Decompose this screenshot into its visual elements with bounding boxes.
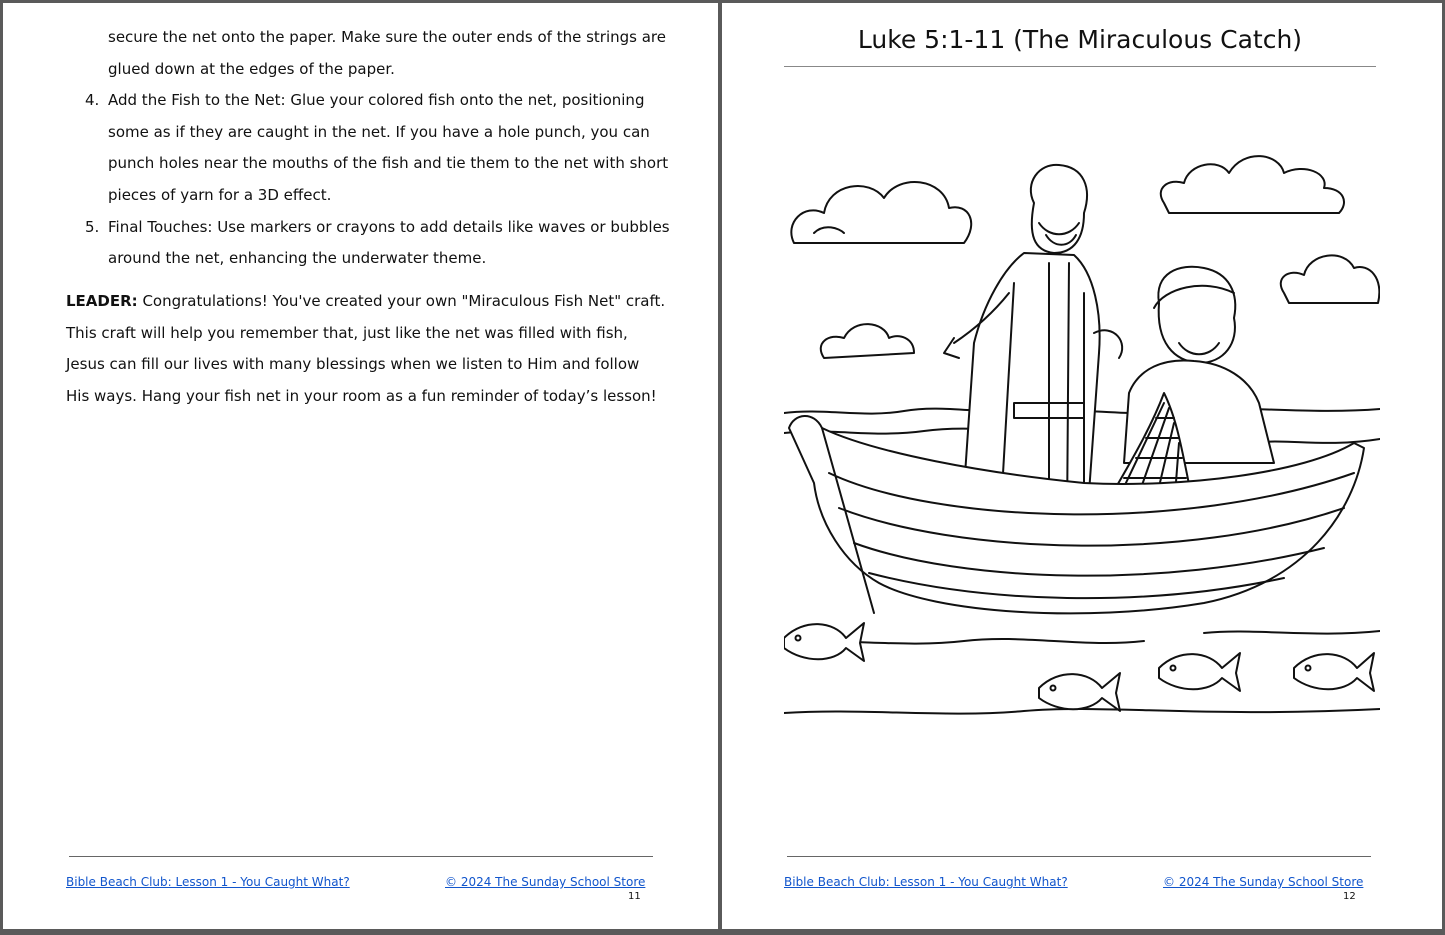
list-item xyxy=(3,85,683,211)
step-text: Add the Fish to the Net: Glue your colored fish onto the net, positioning some as if they are caught in the net. If you have a hole punch, you can punch holes near the mouths of the fish and tie them to the net with short pieces of yarn for a 3D effect. xyxy=(108,91,669,204)
fish-icon xyxy=(1159,653,1240,691)
leader-label: LEADER: xyxy=(66,292,138,310)
cloud-icon xyxy=(1281,255,1380,303)
wave-line xyxy=(1254,439,1380,443)
step-number: 5. xyxy=(85,217,100,236)
list-item-continued xyxy=(3,22,683,85)
leader-text: Congratulations! You've created your own "Miraculous Fish Net" craft. This craft will help you remember that, just like the net was filled with fish, Jesus can fill our lives with many blessings when we listen to Him and follow His ways. Hang your fish net in your room as a fun reminder of today’s lesson! xyxy=(66,292,666,405)
page-right xyxy=(722,3,1442,929)
leader-paragraph xyxy=(66,286,666,412)
page-number: 11 xyxy=(628,891,641,902)
step-text: Final Touches: Use markers or crayons to add details like waves or bubbles around the net, enhancing the underwater theme. xyxy=(108,217,670,268)
footer-rule xyxy=(69,856,653,857)
cloud-icon xyxy=(1161,156,1344,213)
page-number: 12 xyxy=(1343,891,1356,902)
footer-link-lesson[interactable]: Bible Beach Club: Lesson 1 - You Caught What? xyxy=(784,875,1068,889)
wave-line xyxy=(1204,631,1380,634)
continued-line-1: secure the net onto the paper. Make sure the outer ends of the strings are xyxy=(108,28,666,46)
continued-line-2: glued down at the edges of the paper. xyxy=(108,59,395,78)
fish-icon xyxy=(1039,673,1120,711)
title-rule xyxy=(784,66,1376,67)
cloud-icon xyxy=(791,182,971,243)
footer-link-copyright[interactable]: © 2024 The Sunday School Store xyxy=(1163,875,1364,889)
list-item xyxy=(3,212,683,275)
footer-link-lesson[interactable]: Bible Beach Club: Lesson 1 - You Caught What? xyxy=(66,875,350,889)
footer-link-copyright[interactable]: © 2024 The Sunday School Store xyxy=(445,875,646,889)
fish-icon xyxy=(784,623,864,661)
cloud-icon xyxy=(821,324,914,358)
page-left xyxy=(3,3,718,929)
instruction-list xyxy=(3,22,683,275)
page-title: Luke 5:1-11 (The Miraculous Catch) xyxy=(857,25,1303,54)
coloring-illustration xyxy=(784,143,1380,733)
wave-line xyxy=(784,709,1380,714)
fish-icon xyxy=(1294,653,1374,691)
step-number: 4. xyxy=(85,91,100,110)
footer-rule xyxy=(787,856,1371,857)
